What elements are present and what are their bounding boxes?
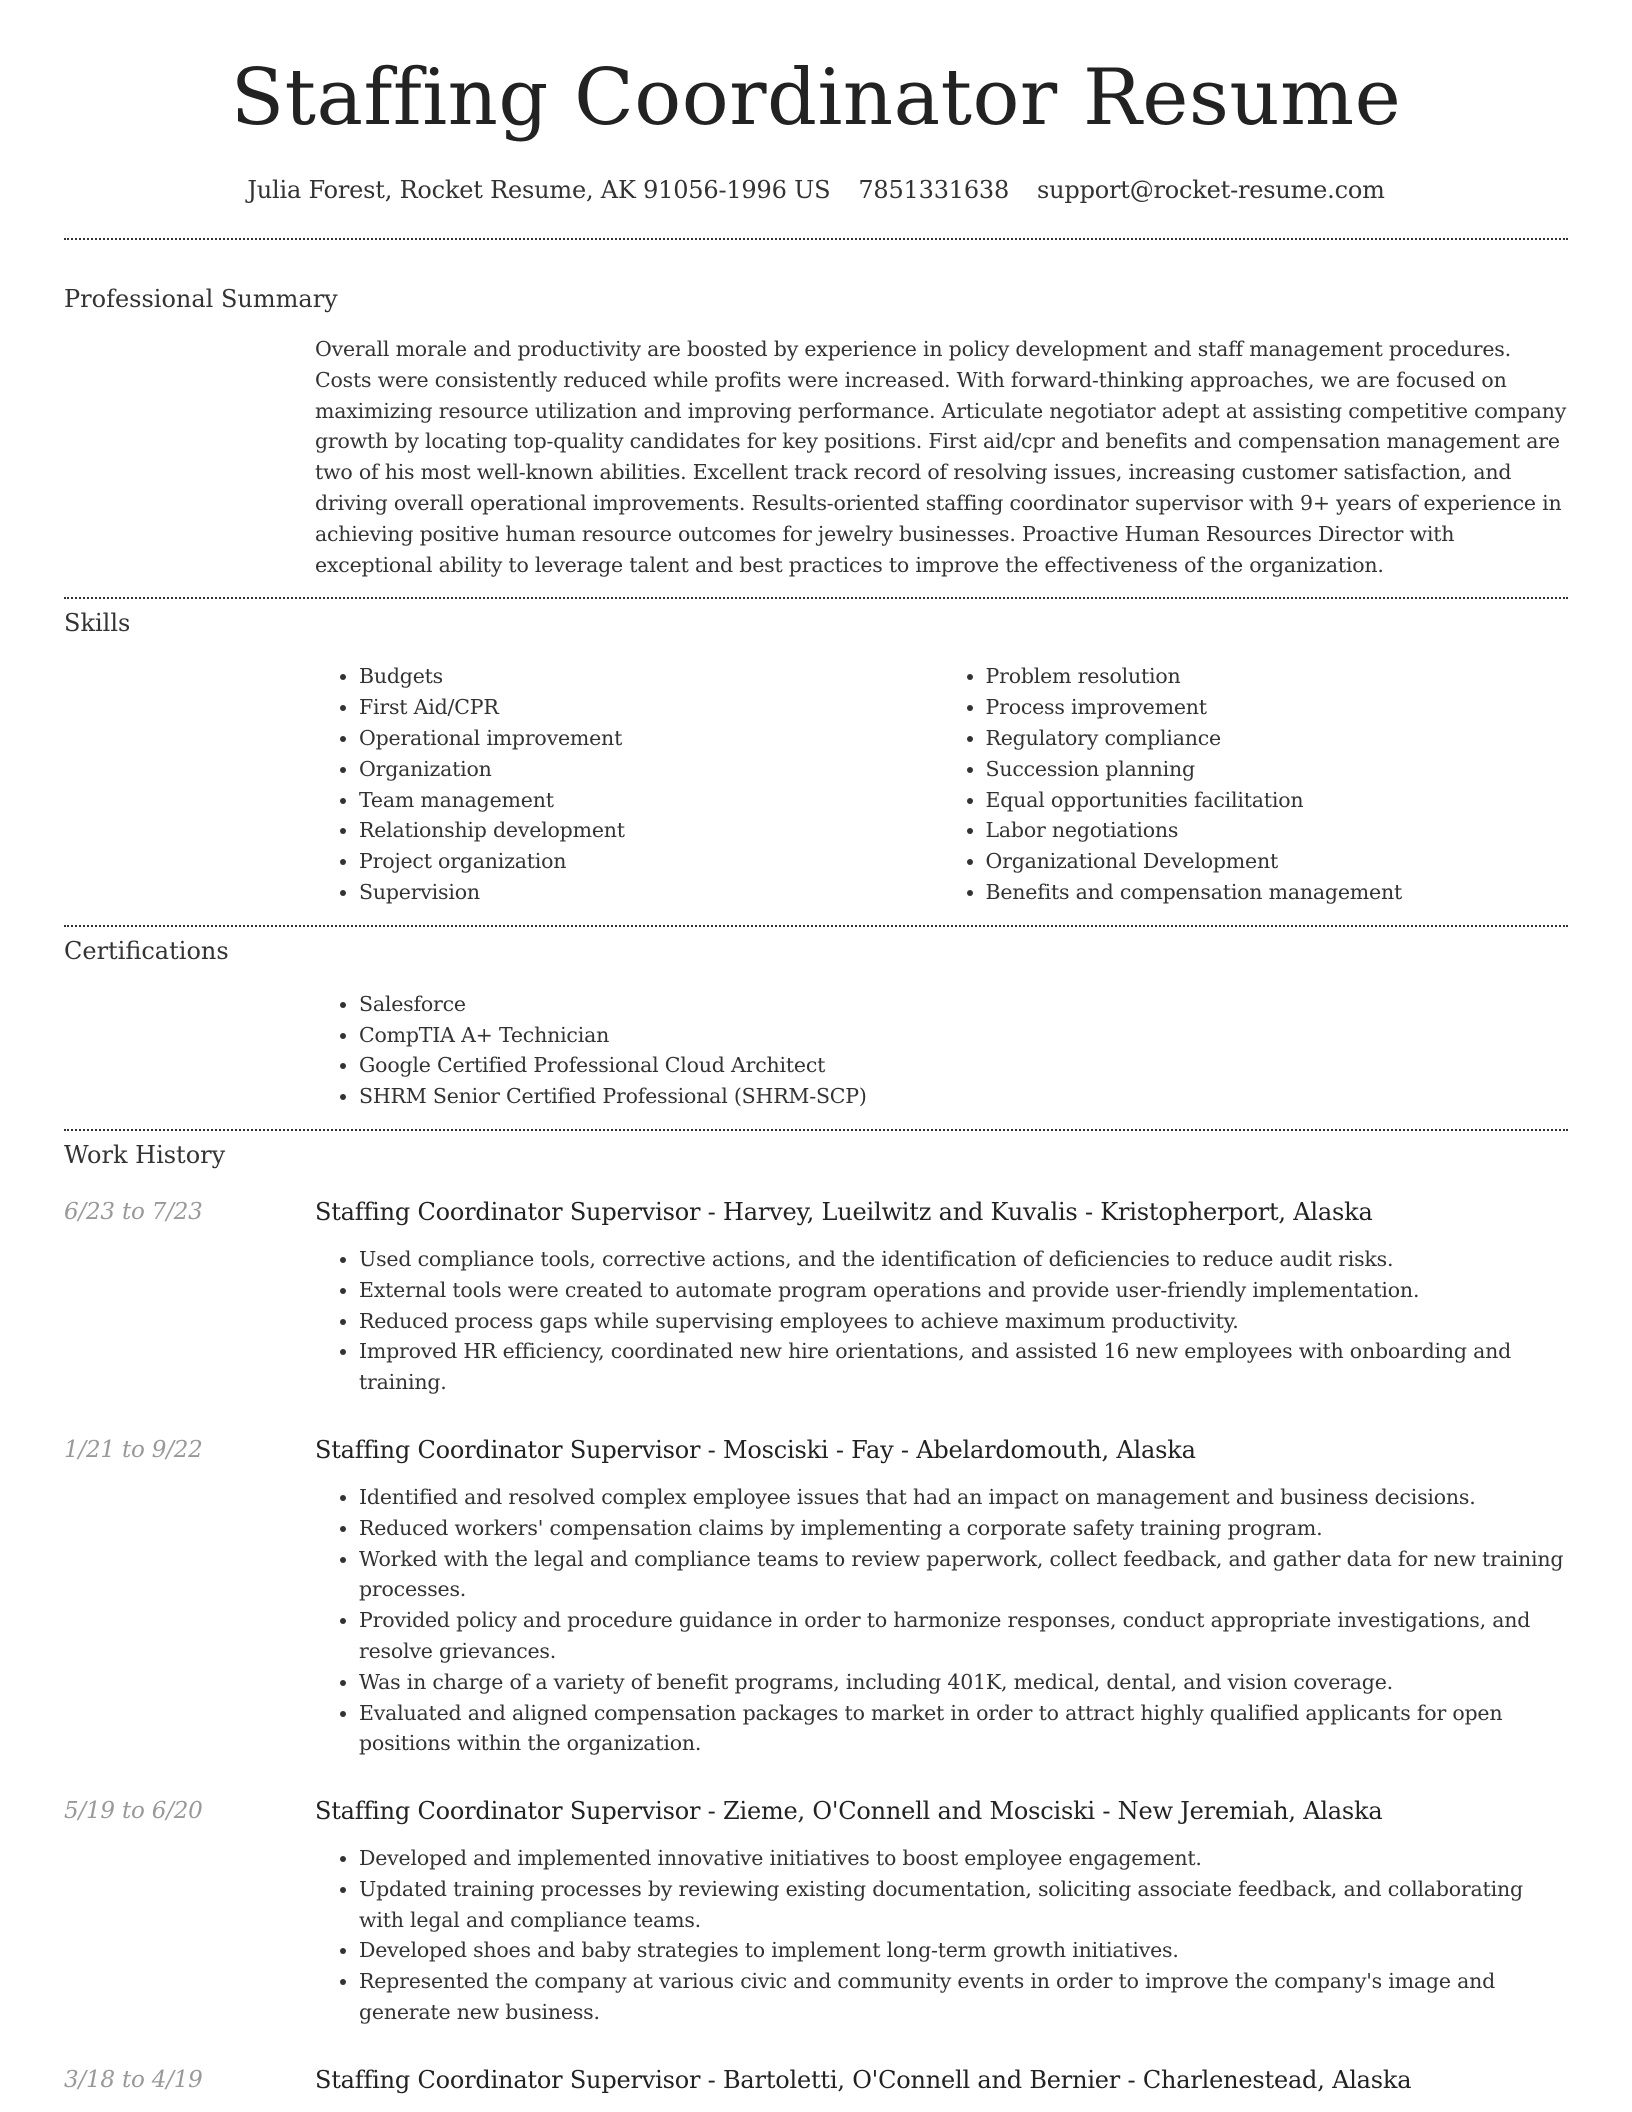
job-title: Staffing Coordinator Supervisor - Harvey, Lueilwitz and Kuvalis - Kristopherport, Alaska (315, 1197, 1373, 1226)
job-bullets (315, 1244, 1568, 1398)
skill-item: • First Aid/CPR (359, 692, 942, 723)
job-bullets (315, 1843, 1568, 2028)
job-title: Staffing Coordinator Supervisor - Bartoletti, O'Connell and Bernier - Charlenestead, Alaska (315, 2065, 1412, 2094)
job-bullet: • Identified and resolved complex employee issues that had an impact on management and business decisions. (359, 1482, 1568, 1513)
contact-line (64, 175, 1568, 205)
job-title: Staffing Coordinator Supervisor - Zieme, O'Connell and Mosciski - New Jeremiah, Alaska (315, 1797, 1383, 1826)
job-bullet: • Updated training processes by reviewing existing documentation, soliciting associate feedback, and collaborating with legal and compliance teams. (359, 1874, 1568, 1936)
job-title: Staffing Coordinator Supervisor - Mosciski - Fay - Abelardomouth, Alaska (315, 1435, 1196, 1464)
job-bullet: • Reduced workers' compensation claims by implementing a corporate safety training program. (359, 1513, 1568, 1544)
certification-item: • Salesforce (359, 989, 1568, 1020)
job-dates: 6/23 to 7/23 (64, 1198, 203, 1225)
job-bullet: • External tools were created to automate program operations and provide user-friendly implementation. (359, 1275, 1568, 1306)
skills-list-left (315, 661, 942, 907)
job-entry (64, 1435, 1568, 1759)
resume-title: Staffing Coordinator Resume (230, 53, 1402, 143)
job-bullet: • Developed shoes and baby strategies to implement long-term growth initiatives. (359, 1935, 1568, 1966)
job-bullet: • Reduced process gaps while supervising employees to achieve maximum productivity. (359, 1306, 1568, 1337)
contact-email: support@rocket-resume.com (1037, 176, 1385, 204)
summary-section (64, 240, 1568, 580)
contact-address: Julia Forest, Rocket Resume, AK 91056-1996 US (247, 176, 831, 204)
skill-item: • Project organization (359, 846, 942, 877)
job-dates: 1/21 to 9/22 (64, 1436, 203, 1463)
job-bullet: • Developed and implemented innovative initiatives to boost employee engagement. (359, 1843, 1568, 1874)
skill-item: • Operational improvement (359, 723, 942, 754)
job-bullet: • Provided policy and procedure guidance in order to harmonize responses, conduct appropriate investigations, and resolve grievances. (359, 1605, 1568, 1667)
skill-item: • Process improvement (986, 692, 1569, 723)
certification-item: • CompTIA A+ Technician (359, 1020, 1568, 1051)
job-entry (64, 1197, 1568, 1398)
job-bullet: • Evaluated and aligned compensation packages to market in order to attract highly qualified applicants for open positions within the organization. (359, 1698, 1568, 1760)
job-bullet: • Improved HR efficiency, coordinated new hire orientations, and assisted 16 new employees with onboarding and training. (359, 1336, 1568, 1398)
skill-item: • Budgets (359, 661, 942, 692)
skill-item: • Relationship development (359, 815, 942, 846)
certifications-heading: Certifications (64, 936, 229, 965)
skill-item: • Equal opportunities facilitation (986, 785, 1569, 816)
certification-item: • SHRM Senior Certified Professional (SHRM-SCP) (359, 1081, 1568, 1112)
skill-item: • Organizational Development (986, 846, 1569, 877)
job-bullets (315, 1482, 1568, 1759)
job-bullet: • Worked with the legal and compliance teams to review paperwork, collect feedback, and gather data for new training processes. (359, 1544, 1568, 1606)
work-history-heading: Work History (64, 1140, 226, 1169)
skill-item: • Organization (359, 754, 942, 785)
certification-item: • Google Certified Professional Cloud Architect (359, 1050, 1568, 1081)
job-dates: 5/19 to 6/20 (64, 1798, 203, 1825)
skills-section (64, 599, 1568, 907)
skills-list-right (942, 661, 1569, 907)
work-history-section (64, 1131, 1568, 2095)
job-entry (64, 1796, 1568, 2028)
skill-item: • Succession planning (986, 754, 1569, 785)
resume-page (64, 0, 1568, 2095)
skill-item: • Team management (359, 785, 942, 816)
job-entry (64, 2065, 1568, 2095)
skill-item: • Benefits and compensation management (986, 877, 1569, 908)
contact-phone: 7851331638 (858, 176, 1010, 204)
skill-item: • Labor negotiations (986, 815, 1569, 846)
skills-heading: Skills (64, 609, 131, 638)
summary-heading: Professional Summary (64, 285, 338, 313)
job-bullet: • Was in charge of a variety of benefit programs, including 401K, medical, dental, and vision coverage. (359, 1667, 1568, 1698)
skill-item: • Regulatory compliance (986, 723, 1569, 754)
job-dates: 3/18 to 4/19 (64, 2066, 203, 2093)
job-bullet: • Used compliance tools, corrective actions, and the identification of deficiencies to reduce audit risks. (359, 1244, 1568, 1275)
certifications-section (64, 927, 1568, 1112)
skill-item: • Problem resolution (986, 661, 1569, 692)
job-bullet: • Represented the company at various civic and community events in order to improve the company's image and generate new business. (359, 1966, 1568, 2028)
certifications-list (315, 989, 1568, 1112)
skill-item: • Supervision (359, 877, 942, 908)
summary-text: Overall morale and productivity are boosted by experience in policy development and staff management procedures. Costs were consistently reduced while profits were increased. With forward-thinking approaches, we are focused on maximizing resource utilization and improving performance. Articulate negotiator adept at assisting competitive company growth by locating top-quality candidates for key positions. First aid/cpr and benefits and compensation management are two of his most well-known abilities. Excellent track record of resolving issues, increasing customer satisfaction, and driving overall operational improvements. Results-oriented staffing coordinator supervisor with 9+ years of experience in achieving positive human resource outcomes for jewelry businesses. Proactive Human Resources Director with exceptional ability to leverage talent and best practices to improve the effectiveness of the organization. (315, 337, 1567, 577)
